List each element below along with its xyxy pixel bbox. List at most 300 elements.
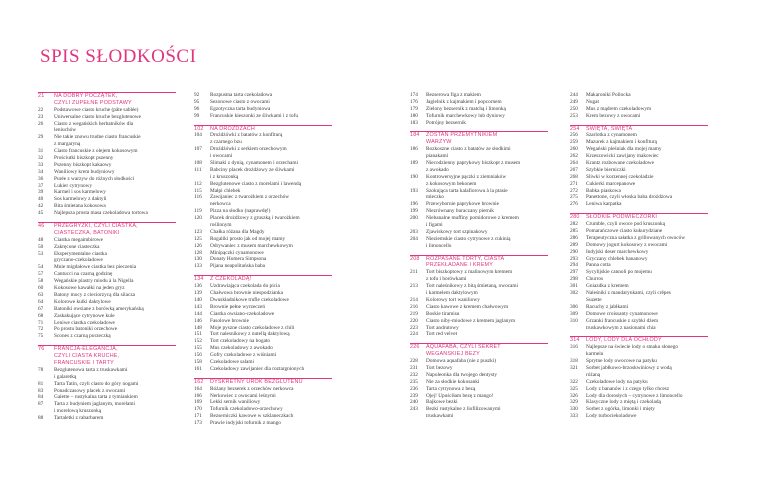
recipe-title: Różany bezserek z orzechów nerkowca	[210, 385, 294, 392]
recipe-title: Czekoladowe salami	[210, 358, 254, 365]
toc-entry	[38, 196, 176, 203]
toc-entry	[570, 290, 708, 297]
recipe-title: Domowa aquafaba (nie z puszki)	[426, 358, 497, 365]
page-number: 92	[194, 92, 200, 98]
page-number: 116	[194, 194, 202, 201]
recipe-title: Mnie migdałowe ciastka bez pieczenia	[54, 264, 137, 271]
recipe-title: Tort andrutowy	[426, 324, 459, 331]
page-number: 204	[410, 235, 418, 242]
recipe-title: Sos karmelowy z daktyli	[54, 196, 107, 203]
page-number: 285	[570, 228, 578, 235]
page-number: 330	[570, 406, 578, 413]
toc-entry	[410, 92, 548, 99]
recipe-title: Lody z bananów i z czego tylko chcesz	[586, 385, 670, 392]
toc-entry	[570, 393, 708, 400]
toc-entry	[410, 386, 548, 393]
page-number: 259	[570, 139, 578, 146]
recipe-title: Tofurnik czekoladowo-orzechowy	[210, 406, 283, 413]
toc-entry	[410, 167, 548, 174]
page-number: 223	[410, 324, 418, 331]
section-heading	[194, 125, 332, 133]
page-number: 111	[194, 166, 202, 173]
section-title: ROZPASANE TORTY, CIASTA	[426, 255, 505, 262]
recipe-title: Zaskakujące cytrynowe kule	[54, 312, 115, 319]
page-number: 130	[194, 256, 202, 263]
page-number: 226	[410, 344, 420, 351]
page-number: 189	[410, 160, 418, 167]
section-title: PRZEGRYZKI, CZYLI CIASTKA,	[54, 223, 138, 230]
page-number: 314	[570, 337, 580, 344]
page-number: 333	[570, 413, 578, 420]
recipe-title: nerkowca	[210, 201, 231, 208]
recipe-title: Tarta z budyniem jaglanym, morelami	[54, 401, 135, 408]
recipe-title: Tarta cytrynowa z bezą	[426, 385, 476, 392]
toc-entry	[570, 139, 708, 146]
toc-entry	[410, 304, 548, 311]
page-number: 148	[194, 324, 202, 331]
toc-entry	[570, 160, 708, 167]
page-number: 193	[410, 187, 418, 194]
page-number: 268	[570, 173, 578, 180]
recipe-title: Czekoladowy zawijaniec dla roztargnionych	[210, 365, 305, 372]
recipe-title: Przewybornie paprykowe brownie	[426, 201, 499, 208]
page-number: 170	[194, 406, 202, 413]
recipe-title: Najlepsza prosta masa czekoladowa tortowa	[54, 210, 148, 217]
recipe-title: Babciny placek drożdżowy ze śliwkami	[210, 166, 295, 173]
recipe-title: Donaty Homera Simpsona	[210, 256, 267, 263]
recipe-title: Krem bezowy z owocami	[586, 112, 641, 119]
toc-entry	[194, 106, 332, 113]
page-number: 158	[194, 358, 202, 365]
toc-entry	[38, 381, 176, 388]
recipe-title: Pijana neapolitańska baba	[210, 263, 266, 270]
page-number: 67	[38, 305, 44, 312]
toc-entry	[410, 325, 548, 332]
recipe-title: Bezki rustykalne z liofilizowanymi	[426, 406, 501, 413]
section-heading	[410, 255, 548, 263]
recipe-title: Zielony bezsernik z matchą i limonką	[426, 105, 506, 112]
page-number: 104	[194, 132, 202, 139]
toc-entry	[570, 304, 708, 311]
recipe-title: Domowy jogurt kokosowy z owocami	[586, 241, 668, 248]
page-number: 250	[570, 105, 578, 112]
page-number: 271	[570, 180, 578, 187]
toc-entry	[194, 188, 332, 195]
toc-entry	[38, 169, 176, 176]
toc-entry	[194, 352, 332, 359]
recipe-title: i limoncello	[426, 242, 452, 249]
section-heading	[410, 139, 548, 146]
recipe-title: Sorbet jabłkowo-brzoskwiniowy z wodą	[586, 364, 672, 371]
recipe-title: Racuchy z jabłkami	[586, 303, 629, 310]
toc-entry	[570, 113, 708, 120]
toc-entry	[194, 263, 332, 270]
page-number: 231	[410, 364, 418, 371]
recipe-title: Eksperymentalne ciastka	[54, 250, 107, 257]
toc-entry	[410, 113, 548, 120]
toc-entry	[570, 181, 708, 188]
recipe-title: Nieziemskie ciasto cytrynowe z cukinią	[426, 235, 511, 242]
recipe-title: Lody dla dorosłych – cytrynowe z limoncello	[586, 392, 683, 399]
page-number: 326	[570, 392, 578, 399]
recipe-title: Waniliowy krem budyniowy	[54, 168, 115, 175]
toc-entry	[570, 283, 708, 290]
recipe-title: Sorbet z ogórka, limonki i mięty	[586, 406, 655, 413]
toc-entry	[570, 132, 708, 139]
recipe-title: i karmelem daktylowym	[426, 290, 478, 297]
toc-entry	[410, 146, 548, 153]
toc-entry	[38, 306, 176, 313]
toc-entry	[570, 174, 708, 181]
toc-entry	[410, 406, 548, 413]
recipe-title: Zjawiskowy tort szpinakowy	[426, 228, 488, 235]
page-number: 200	[410, 215, 418, 222]
toc-entry	[570, 201, 708, 208]
toc-entry	[38, 176, 176, 183]
recipe-title: Ponadczasowy placek z owocami	[54, 387, 126, 394]
page-number: 256	[570, 132, 578, 139]
page-number: 68	[38, 312, 44, 319]
recipe-title: z kokosowym bekonem	[426, 180, 477, 187]
recipe-title: Drożdżówki z batatów z konfiturą	[210, 132, 283, 139]
toc-entry	[194, 386, 332, 393]
page-number: 155	[194, 345, 202, 352]
toc-entry	[38, 134, 176, 141]
section-title: FRANCJA-ELEGANCJA,	[54, 346, 118, 353]
page-number: 240	[410, 399, 418, 406]
toc-entry	[570, 372, 708, 379]
page-number: 211	[410, 269, 418, 276]
toc-entry	[38, 162, 176, 169]
toc-entry	[410, 372, 548, 379]
toc-entry	[38, 292, 176, 299]
recipe-title: Leniwe ciastka czekoladowe	[54, 319, 115, 326]
section-heading	[38, 345, 176, 353]
recipe-title: Szarlotka z cynamonem	[586, 132, 637, 139]
recipe-title: Suzette	[586, 296, 602, 303]
recipe-title: i morelową kruszonką	[54, 408, 102, 415]
page-number: 164	[194, 385, 202, 392]
recipe-title: Leniwa karpatka	[586, 201, 622, 208]
page-number: 48	[38, 236, 44, 243]
toc-entry	[194, 406, 332, 413]
recipe-title: Tofurnik marchewkowy lub dyniowy	[426, 112, 505, 119]
toc-entry	[570, 344, 708, 351]
page-number: 32	[38, 155, 44, 162]
toc-entry	[194, 194, 332, 201]
toc-entry	[194, 92, 332, 99]
page-number: 203	[410, 228, 418, 235]
page-number: 84	[38, 394, 44, 401]
recipe-title: Uzdrawiająca czekolada do picia	[210, 283, 280, 290]
recipe-title: Pomarańczowe ciasto kukurydziane	[586, 228, 663, 235]
toc-entry	[194, 181, 332, 188]
recipe-title: Tort bezowy	[426, 364, 453, 371]
toc-entry	[194, 167, 332, 174]
toc-entry	[194, 222, 332, 229]
recipe-title: Tort nalesnikowy z nutellą daktylową	[210, 331, 290, 338]
recipe-title: Niecodzienny paprykowy biszkopt z musem	[426, 160, 521, 167]
recipe-title: i owocami	[210, 153, 233, 160]
toc-entry	[570, 106, 708, 113]
recipe-title: Babka piaskowa	[586, 187, 621, 194]
toc-entry	[38, 141, 176, 148]
page-number: 60	[38, 285, 44, 292]
page-number: 120	[194, 215, 202, 222]
recipe-title: Bajkowe bezki	[426, 399, 458, 406]
page-number: 235	[410, 378, 418, 385]
recipe-title: Drożdżówki z serkiem orzechowym	[210, 146, 287, 153]
toc-entry	[410, 229, 548, 236]
page-number: 174	[410, 92, 418, 98]
page-number: 244	[570, 92, 578, 98]
toc-entry	[194, 283, 332, 290]
page-number: 272	[570, 187, 578, 194]
toc-entry	[570, 297, 708, 304]
section-title: LODY, LODY DLA OCHŁODY	[586, 337, 662, 344]
recipe-title: Batoniki owsiane z borówką amerykańską	[54, 305, 144, 312]
section-heading	[570, 213, 708, 221]
section-title: WEGAŃSKIEJ BEZY	[426, 351, 480, 358]
toc-entry	[410, 413, 548, 420]
recipe-title: Scones z czarną porzeczką	[54, 333, 111, 340]
toc-entry	[410, 194, 548, 201]
recipe-title: Po prostu batoniki orzechowe	[54, 326, 118, 333]
page-number: 224	[410, 331, 418, 338]
section-title: ZOSTAŃ PRZEMYTNIKIEM	[426, 132, 498, 139]
toc-entry	[194, 393, 332, 400]
page-number: 76	[38, 346, 45, 353]
section-heading	[38, 222, 176, 230]
toc-entry	[194, 413, 332, 420]
page-number: 115	[194, 187, 202, 194]
recipe-title: Ciastka megaimbirowe	[54, 236, 103, 243]
page-number: 316	[570, 344, 578, 351]
section-heading	[410, 131, 548, 139]
section-title: AQUAFABA, CZYLI SEKRET	[426, 344, 501, 351]
recipe-title: Gofry czekoladowe z wiśniami	[210, 352, 277, 359]
recipe-title: Mazurek z kajmakiem i konfiturą	[586, 139, 657, 146]
toc-entry	[570, 194, 708, 201]
recipe-title: leniuchów	[54, 127, 77, 134]
toc-entry	[38, 183, 176, 190]
recipe-title: Dwuskładnikowe trufle czekoladowe	[210, 296, 289, 303]
page-number: 216	[410, 303, 418, 310]
toc-entry	[570, 351, 708, 358]
toc-entry	[194, 399, 332, 406]
page-number: 161	[194, 365, 202, 372]
page-number: 96	[194, 105, 200, 112]
page-number: 87	[38, 401, 44, 408]
recipe-title: Batony mocy z cieciorzycą dla silacza	[54, 291, 136, 298]
toc-entry	[38, 415, 176, 422]
recipe-title: Najlepsze na świecie lody o smaku słonego	[586, 344, 679, 351]
page-number: 107	[194, 146, 202, 153]
section-title: SŁODKIE PODWIECZORKI	[586, 214, 658, 221]
recipe-title: Bezserniczki kawowe w szklaneczkach	[210, 413, 294, 420]
toc-entry	[570, 92, 708, 99]
recipe-title: Brownie pełne wyrzeczeń	[210, 303, 266, 310]
section-title: WARZYW	[426, 139, 452, 146]
recipe-title: Wegańskie plastry miodu à la Nigella	[54, 278, 134, 285]
section-heading	[410, 351, 548, 358]
page-number: 183	[410, 119, 418, 126]
toc-entry	[194, 359, 332, 366]
toc-entry	[570, 406, 708, 413]
toc-entry	[38, 237, 176, 244]
toc-entry	[194, 174, 332, 181]
toc-entry	[410, 318, 548, 325]
page-number: 239	[410, 392, 418, 399]
recipe-title: Prawie indyjski tofurnik z mango	[210, 420, 281, 427]
recipe-title: Rozkoszne ciasto z batatów ze słodkimi	[426, 146, 511, 153]
toc-entry	[570, 379, 708, 386]
recipe-title: Ciasto z wegańskich herbatników dla	[54, 120, 134, 127]
recipe-title: Kontrowersyjne pączki z ziemniaków	[426, 173, 507, 180]
page-number: 139	[194, 290, 202, 297]
toc-entry	[410, 215, 548, 222]
toc-entry	[570, 276, 708, 283]
recipe-title: Kolorowy tort waniliowy	[426, 296, 480, 303]
recipe-title: i figami	[426, 222, 443, 229]
section-heading	[38, 100, 176, 107]
recipe-title: Ciasto francuskie z olejem kokosowym	[54, 148, 138, 155]
recipe-title: Francuskie kieszonki ze śliwkami i z tofu	[210, 112, 298, 119]
page-number: 50	[38, 243, 44, 250]
toc-entry	[410, 379, 548, 386]
page-number: 152	[194, 338, 202, 345]
toc-entry	[38, 374, 176, 381]
toc-entry	[194, 215, 332, 222]
recipe-title: Potrójny bezsernik	[426, 119, 466, 126]
toc-entry	[410, 276, 548, 283]
page-number: 64	[38, 298, 44, 305]
toc-entry	[38, 320, 176, 327]
toc-entry	[570, 325, 708, 332]
toc-entry	[570, 318, 708, 325]
recipe-title: truskawkowym z nasionami chia	[586, 324, 656, 331]
toc-entry	[410, 106, 548, 113]
section-heading	[570, 125, 708, 133]
toc-entry	[194, 250, 332, 257]
recipe-title: Egzotyczna tarta budyniowa	[210, 105, 271, 112]
recipe-title: Nugat	[586, 98, 599, 105]
toc-entry	[570, 386, 708, 393]
toc-entry	[194, 160, 332, 167]
recipe-title: Panna cotta	[586, 262, 611, 269]
page-number: 119	[194, 208, 202, 215]
recipe-title: Małpi chlebek	[210, 187, 241, 194]
page-number: 208	[410, 255, 420, 262]
recipe-title: z czarnego bzu	[210, 139, 242, 146]
recipe-title: Boskie tiramisu	[426, 310, 460, 317]
toc-entry	[570, 242, 708, 249]
page-number: 254	[570, 125, 580, 132]
page-number: 57	[38, 271, 44, 278]
page-number: 325	[570, 385, 578, 392]
toc-entry	[194, 153, 332, 160]
recipe-title: Rozpustna tarta czekoladowa	[210, 92, 273, 98]
recipe-title: Prościutki biszkopt pszenny	[54, 155, 114, 162]
toc-entry	[410, 243, 548, 250]
page-number: 133	[194, 263, 202, 270]
toc-entry	[38, 285, 176, 292]
toc-entry	[410, 99, 548, 106]
recipe-title: Gniazdka z kremem	[586, 283, 629, 290]
recipe-title: Tort red velvet	[426, 331, 458, 338]
page-number: 34	[38, 168, 44, 175]
recipe-title: Klasyczne lody z miętą i czekoladą	[586, 399, 661, 406]
page-number: 321	[570, 364, 578, 371]
page-number: 286	[570, 234, 578, 241]
page-number: 190	[410, 173, 418, 180]
toc-entry	[194, 311, 332, 318]
page-number: 276	[570, 201, 578, 208]
section-heading	[38, 360, 176, 367]
toc-entry	[194, 146, 332, 153]
page-number: 36	[38, 175, 44, 182]
recipe-title: Lukier cytrynowy	[54, 182, 93, 189]
toc-entry	[194, 366, 332, 373]
toc-entry	[38, 278, 176, 285]
section-heading	[410, 343, 548, 351]
toc-entry	[194, 325, 332, 332]
page-number: 169	[194, 399, 202, 406]
recipe-title: Sycylijskie cannoli po mojemu	[586, 269, 652, 276]
toc-entry	[570, 256, 708, 263]
page-number: 39	[38, 189, 44, 196]
page-number: 78	[38, 366, 44, 373]
recipe-title: Cukierki marcepanowe	[586, 180, 636, 187]
page-number: 322	[570, 378, 578, 385]
recipe-title: Bezglutenowa tarta z truskawkami	[54, 366, 128, 373]
recipe-title: Czekoladowe lody na patyku	[586, 378, 648, 385]
page-number: 46	[38, 223, 45, 230]
recipe-title: Krzeszowicki zawijany makowiec	[586, 153, 659, 160]
recipe-title: Indyjski deser marchewkowy	[586, 248, 649, 255]
page-number: 63	[38, 291, 44, 298]
toc-entry	[38, 148, 176, 155]
toc-entry	[570, 99, 708, 106]
toc-entry	[194, 318, 332, 325]
recipe-title: mleczko	[426, 194, 444, 201]
toc-entry	[410, 365, 548, 372]
recipe-title: Napoleonka dla twojego dentysty	[426, 371, 498, 378]
toc-entry	[570, 413, 708, 420]
page-number: 306	[570, 303, 578, 310]
recipe-title: Ciasto niby-miodowe z kremem jaglanym	[426, 317, 516, 324]
page-number: 156	[194, 352, 202, 359]
toc-entry	[194, 338, 332, 345]
recipe-title: Chałwowa brownie niespodzianka	[210, 290, 283, 297]
toc-column-1	[38, 92, 176, 422]
recipe-title: różaną	[586, 371, 601, 378]
toc-entry	[194, 229, 332, 236]
toc-entry	[570, 235, 708, 242]
recipe-title: Chałka różana dla Magdy	[210, 228, 265, 235]
page-number: 143	[194, 303, 202, 310]
recipe-title: Bezserowa figa z makiem	[426, 92, 481, 98]
page-number: 179	[410, 105, 418, 112]
page-number: 228	[410, 358, 418, 365]
page-number: 128	[194, 249, 202, 256]
page-number: 275	[570, 194, 578, 201]
page-number: 214	[410, 296, 418, 303]
toc-entry	[410, 297, 548, 304]
page-number: 301	[570, 283, 578, 290]
recipe-title: Krantz rozbowane czekoladowe	[586, 160, 654, 167]
page-number: 58	[38, 278, 44, 285]
